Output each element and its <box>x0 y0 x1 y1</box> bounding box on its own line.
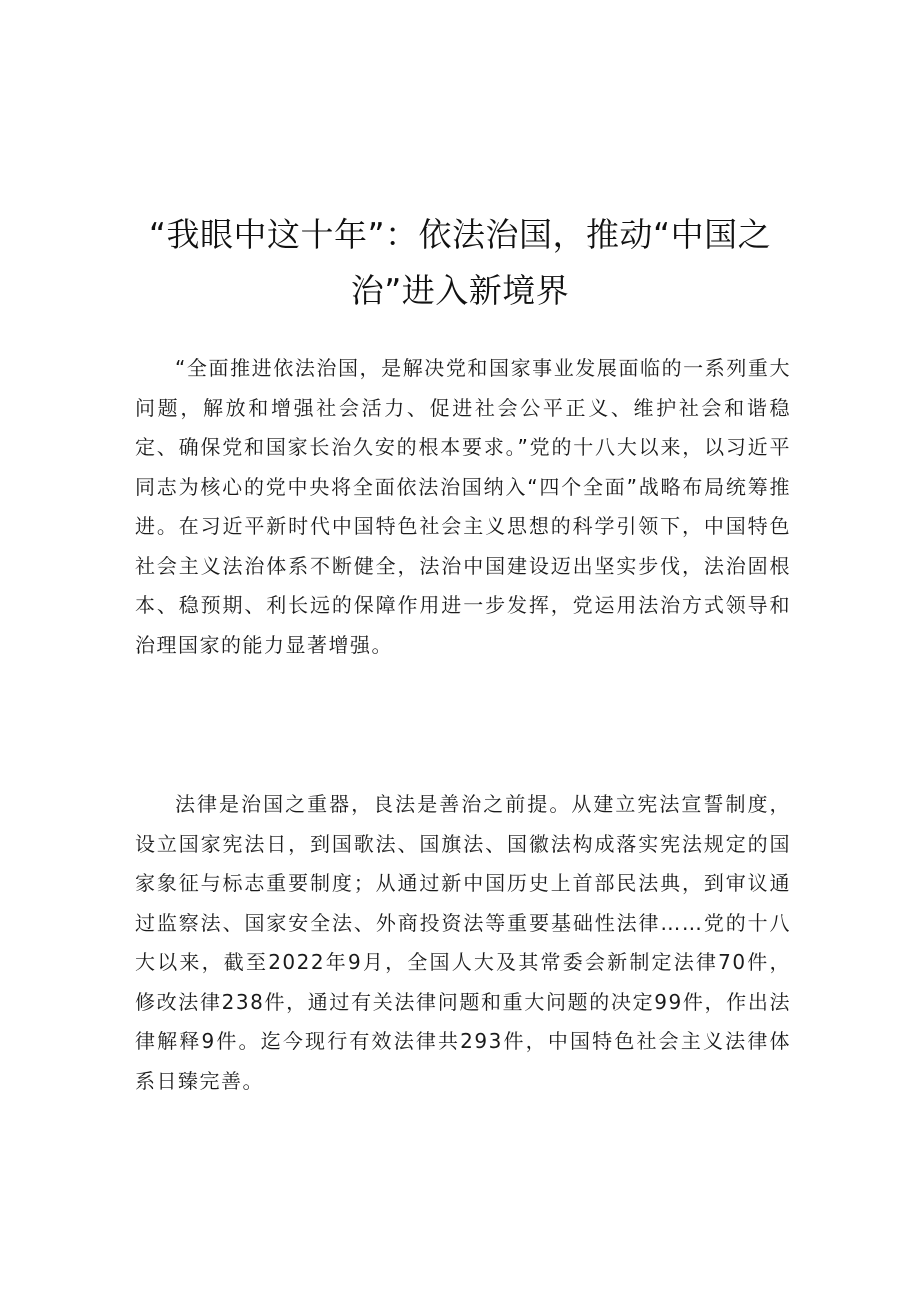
document-title: “我眼中这十年”：依法治国，推动“中国之治”进入新境界 <box>148 215 772 310</box>
paragraph-1: “全面推进依法治国，是解决党和国家事业发展面临的一系列重大问题，解放和增强社会活力、促进社会公平正义、维护社会和谐稳定、确保党和国家长治久安的根本要求。”党的十八大以来，以习近平同志为核心的党中央将全面依法治国纳入“四个全面”战略布局统筹推进。在习近平新时代中国特色社会主义思想的科学引领下，中国特色社会主义法治体系不断健全，法治中国建设迈出坚实步伐，法治固根本、稳预期、利长远的保障作用进一步发挥，党运用法治方式领导和治理国家的能力显著增强。 <box>135 356 791 657</box>
paragraph-2: 法律是治国之重器，良法是善治之前提。从建立宪法宣誓制度，设立国家宪法日，到国歌法、国旗法、国徽法构成落实宪法规定的国家象征与标志重要制度；从通过新中国历史上首部民法典，到审议通过监察法、国家安全法、外商投资法等重要基础性法律……党的十八大以来，截至2022年9月，全国人大及其常委会新制定法律70件，修改法律238件，通过有关法律问题和重大问题的决定99件，作出法律解释9件。迄今现行有效法律共293件，中国特色社会主义法律体系日臻完善。 <box>135 792 791 1093</box>
